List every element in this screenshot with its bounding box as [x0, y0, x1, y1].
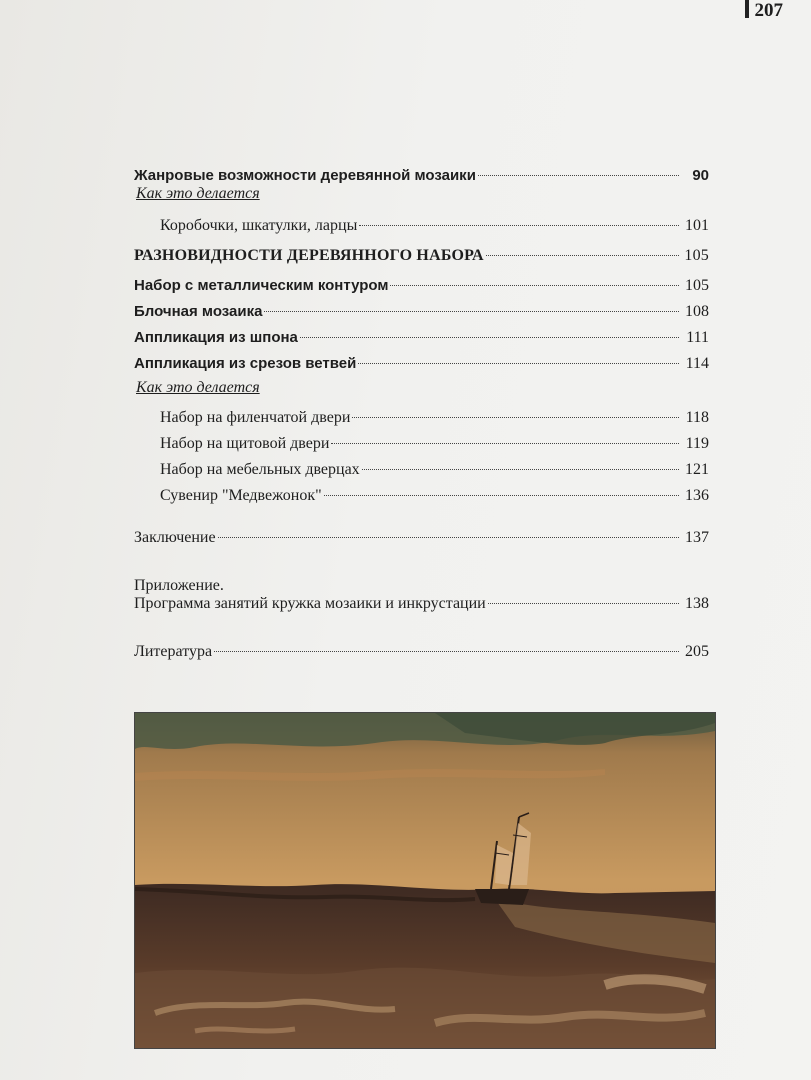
toc-entry-metal — [134, 276, 709, 296]
dot-leader — [488, 603, 679, 604]
dot-leader — [218, 537, 679, 538]
toc-entry-boxes — [134, 216, 709, 236]
toc-page: 138 — [685, 595, 709, 612]
toc-page: 119 — [685, 435, 709, 452]
dot-leader — [359, 225, 679, 226]
toc-label: Аппликация из шпона — [134, 329, 298, 346]
seascape-illustration — [134, 712, 716, 1049]
toc-label: Коробочки, шкатулки, ларцы — [160, 217, 358, 234]
dot-leader — [486, 255, 679, 256]
toc-label: Сувенир "Медвежонок" — [160, 487, 322, 504]
toc-page: 101 — [685, 217, 709, 234]
toc-entry-souvenir — [134, 486, 709, 506]
dot-leader — [214, 651, 679, 652]
toc-entry-program — [134, 594, 709, 614]
toc-entry-branches — [134, 354, 709, 374]
toc-entry-literature — [134, 642, 709, 662]
toc-label: Жанровые возможности деревянной мозаики — [134, 167, 476, 184]
toc-page: 111 — [686, 329, 709, 346]
dot-leader — [264, 311, 679, 312]
dot-leader — [390, 285, 679, 286]
toc-entry-genre — [134, 166, 709, 186]
toc-page: 90 — [692, 167, 709, 184]
dot-leader — [324, 495, 679, 496]
toc-page: 118 — [685, 409, 709, 426]
toc-label: Набор на щитовой двери — [160, 435, 330, 452]
toc-entry-varieties — [134, 246, 709, 266]
toc-page: 105 — [684, 247, 709, 264]
toc-page: 205 — [685, 643, 709, 660]
toc-entry-conclusion — [134, 528, 709, 548]
toc-page: 114 — [685, 355, 709, 372]
toc-label: Аппликация из срезов ветвей — [134, 355, 357, 372]
toc-entry-shield-door — [134, 434, 709, 454]
toc-label: Набор на филенчатой двери — [160, 409, 351, 426]
toc-label: Программа занятий кружка мозаики и инкрустации — [134, 595, 486, 612]
dot-leader — [352, 417, 679, 418]
toc-page: 105 — [685, 277, 709, 294]
sailing-ship-painting — [135, 713, 715, 1048]
dot-leader — [362, 469, 679, 470]
toc-page: 121 — [685, 461, 709, 478]
toc-entry-block — [134, 302, 709, 322]
dot-leader — [478, 175, 679, 176]
dot-leader — [300, 337, 679, 338]
toc-appendix-title: Приложение. — [134, 577, 224, 594]
toc-entry-veneer — [134, 328, 709, 348]
toc-label: РАЗНОВИДНОСТИ ДЕРЕВЯННОГО НАБОРА — [134, 247, 484, 264]
toc-page: 108 — [685, 303, 709, 320]
toc-label: Заключение — [134, 529, 216, 546]
dot-leader — [331, 443, 679, 444]
toc-page: 136 — [685, 487, 709, 504]
toc-label: Набор с металлическим контуром — [134, 277, 389, 294]
toc-label: Набор на мебельных дверцах — [160, 461, 360, 478]
page-number: 207 — [745, 0, 784, 22]
toc-entry-furniture — [134, 460, 709, 480]
toc-entry-panel-door — [134, 408, 709, 428]
toc-page: 137 — [685, 529, 709, 546]
dot-leader — [358, 363, 679, 364]
section-howto-1: Как это делается — [136, 185, 260, 202]
section-howto-2: Как это делается — [136, 379, 260, 396]
toc-label: Литература — [134, 643, 213, 660]
toc-label: Блочная мозаика — [134, 303, 263, 320]
